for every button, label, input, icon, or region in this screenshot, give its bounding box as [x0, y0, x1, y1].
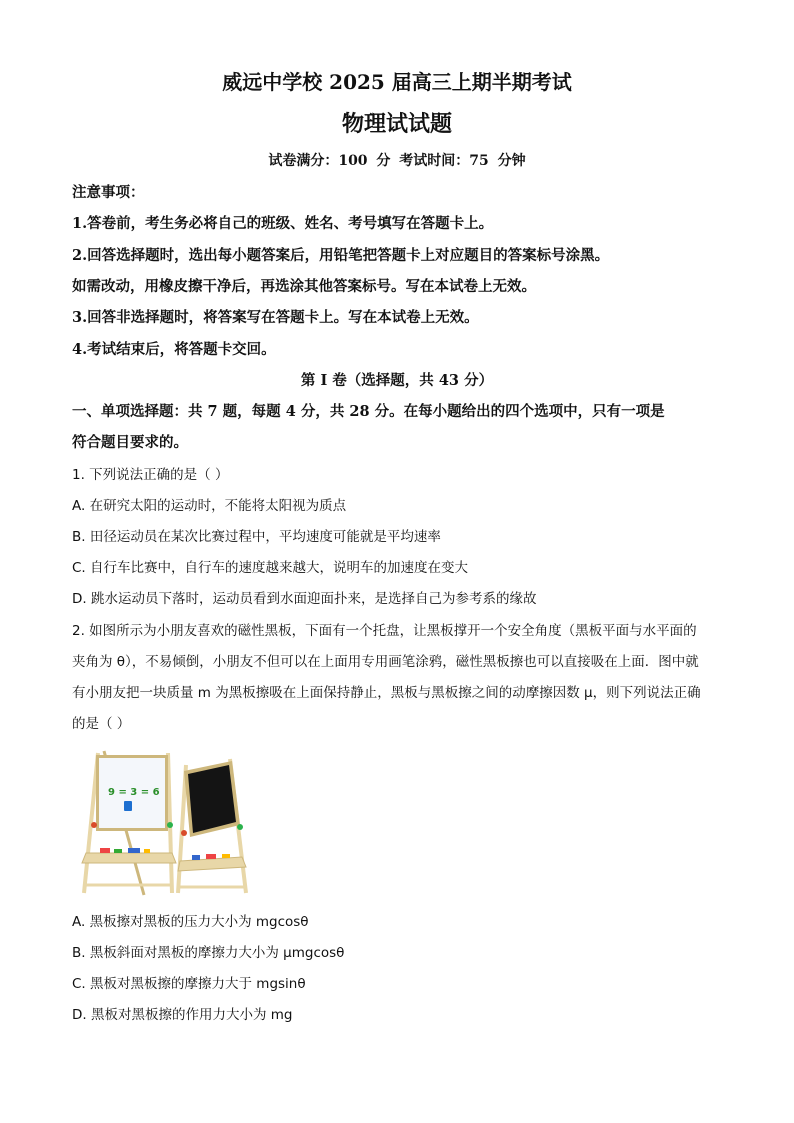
magnet-eraser	[124, 801, 132, 811]
q2-stem-line: 的是（ ）	[72, 716, 131, 732]
note-item: 2.回答选择题时，选出每小题答案后，用铅笔把答题卡上对应题目的答案标号涂黑。	[72, 247, 610, 264]
q2-option-b: B. 黑板斜面对黑板的摩擦力大小为 μmgcosθ	[72, 945, 345, 961]
section-instruction: 符合题目要求的。	[72, 434, 188, 451]
q1-option-b: B. 田径运动员在某次比赛过程中，平均速度可能就是平均速率	[72, 529, 441, 545]
exam-subject: 物理试试题	[341, 111, 452, 137]
q2-stem-line: 2. 如图所示为小朋友喜欢的磁性黑板，下面有一个托盘，让黑板撑开一个安全角度（黑板平面与水平面的	[72, 623, 697, 639]
section-instruction: 一、单项选择题：共 7 题，每题 4 分，共 28 分。在每小题给出的四个选项中，只有一项是	[72, 403, 665, 420]
q2-stem-line: 夹角为 θ），不易倾倒，小朋友不但可以在上面用专用画笔涂鸦，磁性黑板擦也可以直接吸在上面．图中就	[72, 654, 699, 670]
easel-left	[82, 751, 176, 895]
easel-right	[178, 759, 246, 893]
q1-option-a: A. 在研究太阳的运动时，不能将太阳视为质点	[72, 498, 347, 514]
q2-option-a: A. 黑板擦对黑板的压力大小为 mgcosθ	[72, 914, 309, 930]
q2-option-d: D. 黑板对黑板擦的作用力大小为 mg	[72, 1007, 293, 1023]
easel-figure	[80, 745, 250, 897]
section-title: 第 I 卷（选择题，共 43 分）	[300, 372, 494, 389]
q2-option-c: C. 黑板对黑板擦的摩擦力大于 mgsinθ	[72, 976, 306, 992]
notes-heading: 注意事项：	[72, 184, 145, 201]
q1-option-d: D. 跳水运动员下落时，运动员看到水面迎面扑来，是选择自己为参考系的缘故	[72, 591, 537, 607]
note-item: 如需改动，用橡皮擦干净后，再选涂其他答案标号。写在本试卷上无效。	[72, 278, 536, 295]
note-item: 3.回答非选择题时，将答案写在答题卡上。写在本试卷上无效。	[72, 309, 479, 326]
q1-stem: 1. 下列说法正确的是（ ）	[72, 467, 229, 483]
note-item: 4.考试结束后，将答题卡交回。	[72, 341, 276, 358]
note-item: 1.答卷前，考生务必将自己的班级、姓名、考号填写在答题卡上。	[72, 215, 494, 232]
exam-title: 威远中学校 2025 届高三上期半期考试	[222, 70, 572, 94]
figure-equation: 9 = 3 = 6	[108, 787, 160, 798]
exam-meta: 试卷满分：100 分 考试时间：75 分钟	[268, 153, 526, 169]
q2-stem-line: 有小朋友把一块质量 m 为黑板擦吸在上面保持静止，黑板与黑板擦之间的动摩擦因数 μ，则下列说法正确	[72, 685, 701, 701]
blackboard	[188, 765, 236, 833]
q1-option-c: C. 自行车比赛中，自行车的速度越来越大，说明车的加速度在变大	[72, 560, 469, 576]
